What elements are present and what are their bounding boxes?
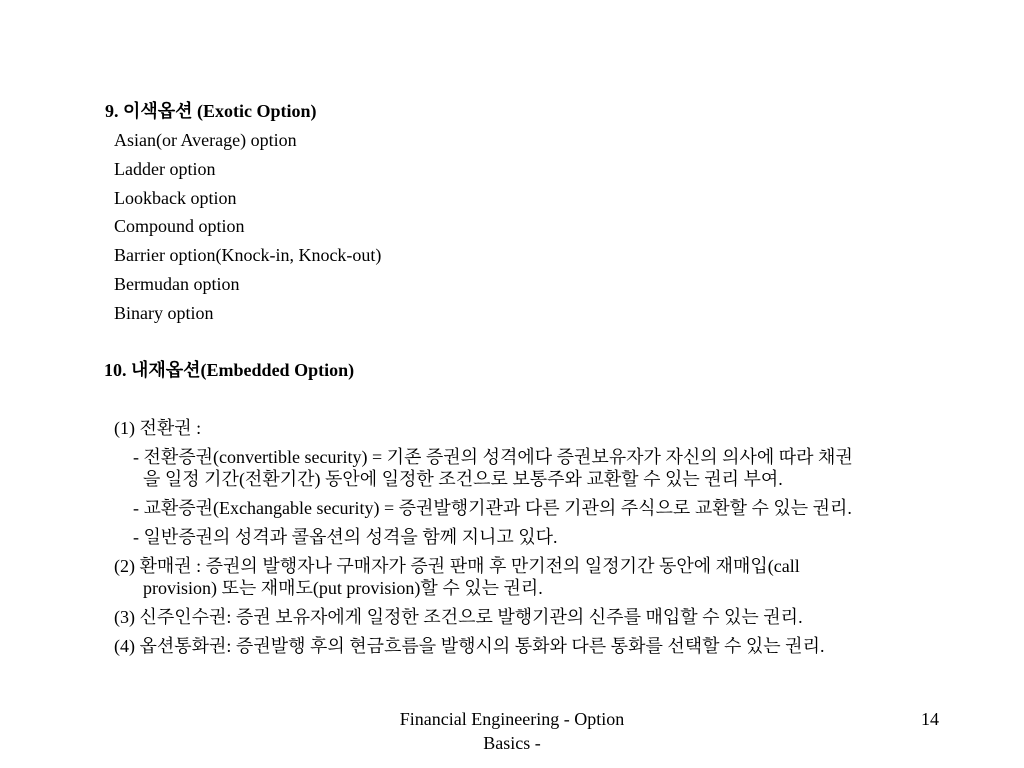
- sub2-line2: provision) 또는 재매도(put provision)할 수 있는 권리.: [143, 578, 543, 598]
- footer-title-line2: Basics -: [483, 733, 541, 753]
- section9-item: Compound option: [114, 216, 245, 236]
- section9-item: Asian(or Average) option: [114, 130, 297, 150]
- section9-item: Ladder option: [114, 159, 216, 179]
- section9-item: Lookback option: [114, 188, 237, 208]
- sub1-bullet3: - 일반증권의 성격과 콜옵션의 성격을 함께 지니고 있다.: [133, 527, 558, 547]
- sub2-line1: (2) 환매권 : 증권의 발행자나 구매자가 증권 판매 후 만기전의 일정기간 동안에 재매입(call: [114, 556, 800, 576]
- section10-heading: 10. 내재옵션(Embedded Option): [104, 360, 355, 380]
- section9-item: Bermudan option: [114, 274, 240, 294]
- sub1-bullet1-line1: - 전환증권(convertible security) = 기존 증권의 성격에다 증권보유자가 자신의 의사에 따라 채권: [133, 447, 853, 467]
- sub1-bullet1-line2: 을 일정 기간(전환기간) 동안에 일정한 조건으로 보통주와 교환할 수 있는 권리 부여.: [143, 469, 783, 489]
- footer-title: [370, 707, 654, 755]
- footer-title-line1: Financial Engineering - Option: [399, 709, 625, 729]
- page-number: 14: [921, 709, 939, 729]
- sub3: (3) 신주인수권: 증권 보유자에게 일정한 조건으로 발행기관의 신주를 매입할 수 있는 권리.: [114, 607, 803, 627]
- section9-item: Barrier option(Knock-in, Knock-out): [114, 245, 382, 265]
- section9-item: Binary option: [114, 303, 214, 323]
- sub1-bullet2: - 교환증권(Exchangable security) = 증권발행기관과 다른 기관의 주식으로 교환할 수 있는 권리.: [133, 498, 852, 518]
- sub4: (4) 옵션통화권: 증권발행 후의 현금흐름을 발행시의 통화와 다른 통화를 선택할 수 있는 권리.: [114, 636, 825, 656]
- section9-heading: 9. 이색옵션 (Exotic Option): [105, 101, 317, 121]
- sub1-title: (1) 전환권 :: [114, 418, 202, 438]
